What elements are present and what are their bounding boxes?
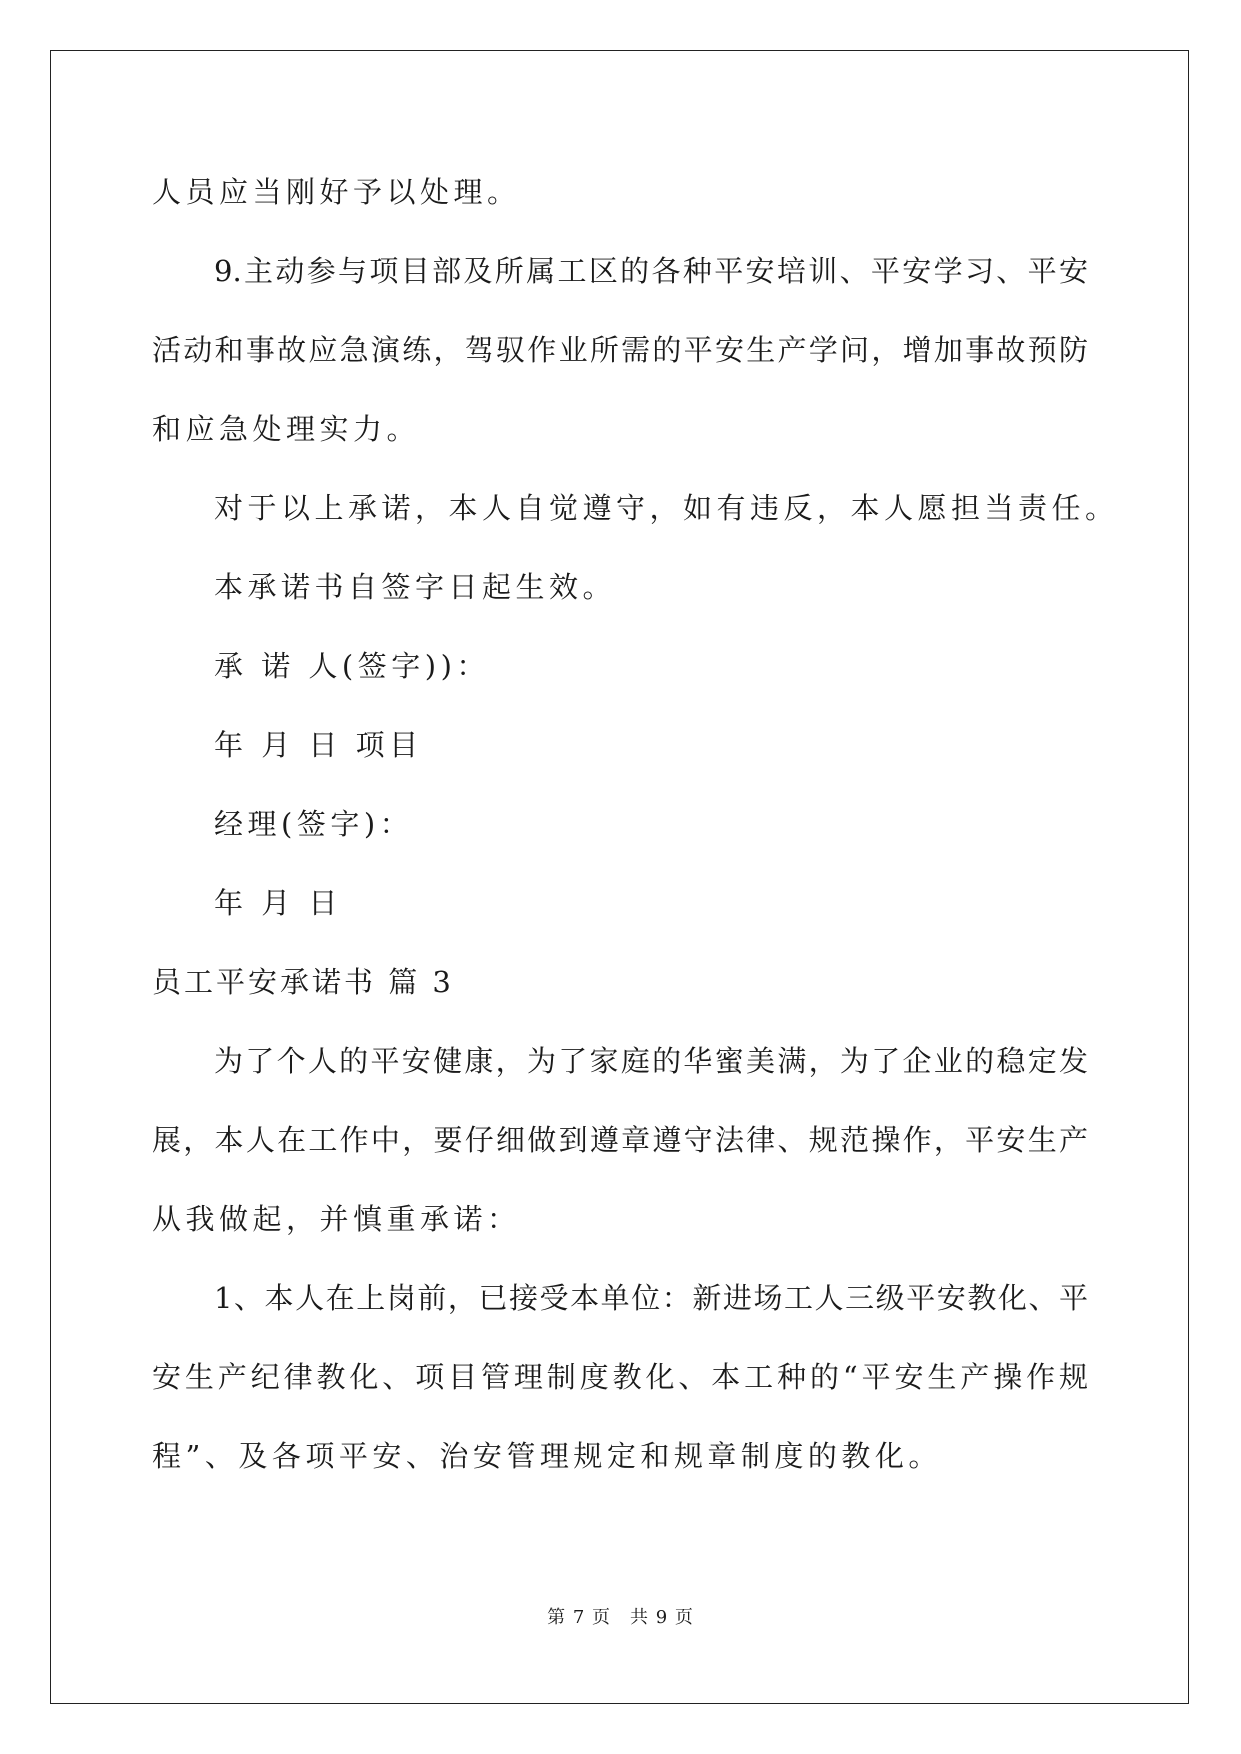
body-line: 安生产纪律教化、项目管理制度教化、本工种的“平安生产操作规 xyxy=(152,1360,1088,1394)
date-line: 年 月 日 xyxy=(214,886,342,920)
date-line: 年 月 日 项目 xyxy=(214,728,423,762)
body-line: 1、本人在上岗前，已接受本单位：新进场工人三级平安教化、平 xyxy=(214,1281,1088,1315)
body-line: 对于以上承诺，本人自觉遵守，如有违反，本人愿担当责任。 xyxy=(214,491,1119,525)
signature-line: 经理(签字)： xyxy=(214,807,414,841)
body-line: 从我做起，并慎重承诺： xyxy=(152,1202,521,1236)
body-line: 和应急处理实力。 xyxy=(152,412,421,446)
body-line: 活动和事故应急演练，驾驭作业所需的平安生产学问，增加事故预防 xyxy=(152,333,1088,367)
body-line: 为了个人的平安健康，为了家庭的华蜜美满，为了企业的稳定发 xyxy=(214,1044,1088,1078)
signature-line: 承 诺 人(签字))： xyxy=(214,649,490,683)
body-line: 展，本人在工作中，要仔细做到遵章遵守法律、规范操作，平安生产 xyxy=(152,1123,1088,1157)
body-line: 程”、及各项平安、治安管理规定和规章制度的教化。 xyxy=(152,1439,942,1473)
body-line: 人员应当刚好予以处理。 xyxy=(152,175,521,209)
page-number: 第 7 页 共 9 页 xyxy=(547,1607,694,1628)
body-line: 本承诺书自签字日起生效。 xyxy=(214,570,617,604)
section-heading: 员工平安承诺书 篇 3 xyxy=(152,965,454,999)
body-line: 9.主动参与项目部及所属工区的各种平安培训、平安学习、平安 xyxy=(214,254,1088,288)
